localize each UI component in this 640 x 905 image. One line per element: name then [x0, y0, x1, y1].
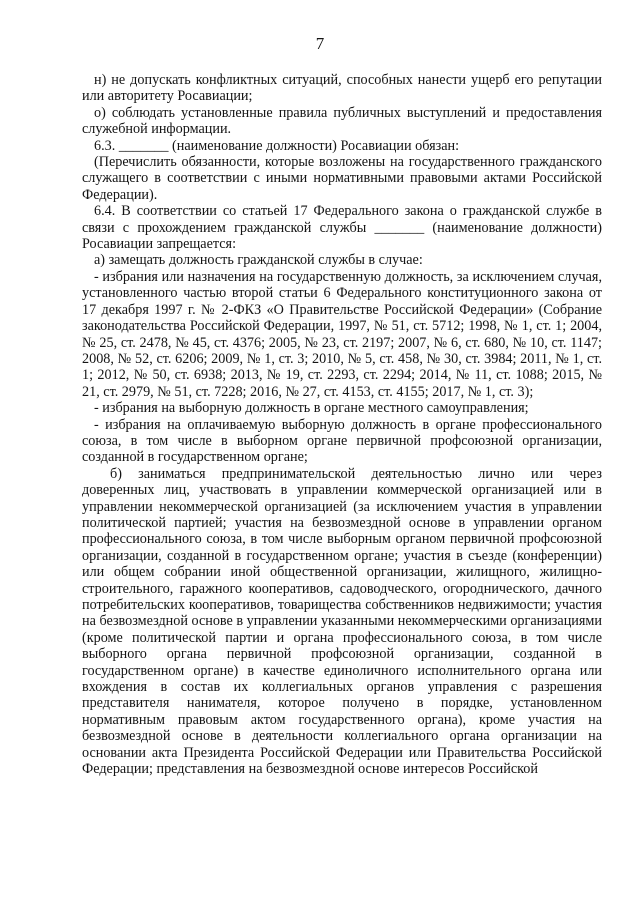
paragraph-bullet-local-government: - избрания на выборную должность в органе местного самоуправления; — [94, 400, 529, 417]
paragraph-bullet-trade-union: - избрания на оплачиваемую выборную должность в органе профессионального союза, в том числе в выборном органе первичной профсоюзной организации, созданной в государственном органе; — [82, 416, 602, 466]
paragraph-6-3: 6.3. _______ (наименование должности) Росавиации обязан: — [94, 137, 460, 154]
paragraph-6-4: 6.4. В соответствии со статьей 17 Федерального закона о гражданской службе в связи с прохождением гражданской службы _______ (наименование должности) Росавиации запрещается: — [82, 203, 602, 253]
paragraph-bullet-election-state: - избрания или назначения на государственную должность, за исключением случая, установленного частью второй статьи 6 Федерального конституционного закона от 17 декабря 1997 г. № 2-ФКЗ «О Правительстве Российской Федерации» (Собрание законодательства Российской Федерации, 1997, № 51, ст. 5712; 1998, № 1, ст. 1; 2004, № 25, ст. 2478, № 45, ст. 4376; 2005, № 23, ст. 2197; 2007, № 6, ст. 680, № 10, ст. 1147; 2008, № 52, ст. 6206; 2009, № 1, ст. 3; 2010, № 5, ст. 458, № 30, ст. 3984; 2011, № 1, ст. 1; 2012, № 50, ст. 6938; 2013, № 19, ст. 2293, ст. 2294; 2014, № 11, ст. 1088; 2015, № 21, ст. 2979, № 51, ст. 7228; 2016, № 27, ст. 4153, ст. 4155; 2017, № 1, ст. 3); — [82, 268, 602, 400]
paragraph-instruction: (Перечислить обязанности, которые возложены на государственного гражданского служащего в соответствии с иными нормативными правовыми актами Российской Федерации). — [82, 154, 602, 203]
document-body — [82, 72, 602, 777]
paragraph-item-o: о) соблюдать установленные правила публичных выступлений и предоставления служебной информации. — [82, 104, 602, 138]
paragraph-item-n: н) не допускать конфликтных ситуаций, способных нанести ущерб его репутации или авторитету Росавиации; — [82, 72, 602, 105]
paragraph-item-b: б) заниматься предпринимательской деятельностью лично или через доверенных лиц, участвовать в управлении коммерческой организацией или в управлении некоммерческой организацией (за исключением участия в управлении политической партией; участия на безвозмездной основе в управлении органом профессионального союза, в том числе выборным органом первичной профсоюзной организации, созданной в государственном органе; участия в съезде (конференции) или общем собрании иной общественной организации, жилищного, жилищно-строительного, гаражного кооперативов, садоводческого, огороднического, дачного потребительских кооперативов, товарищества собственников недвижимости; участия на безвозмездной основе в управлении указанными некоммерческими организациями (кроме политической партии и органа профессионального союза, в том числе выборного органа первичной профсоюзной организации, созданной в государственном органе) в качестве единоличного исполнительного органа или вхождения в состав их коллегиальных органов управления с разрешения представителя нанимателя, которое получено в порядке, установленном нормативным правовым актом государственного органа), кроме участия на безвозмездной основе в деятельности коллегиального органа организации на основании акта Президента Российской Федерации или Правительства Российской Федерации; представления на безвозмездной основе интересов Российской — [82, 465, 602, 778]
page-number: 7 — [315, 34, 325, 53]
paragraph-item-a: а) замещать должность гражданской службы в случае: — [94, 252, 423, 269]
